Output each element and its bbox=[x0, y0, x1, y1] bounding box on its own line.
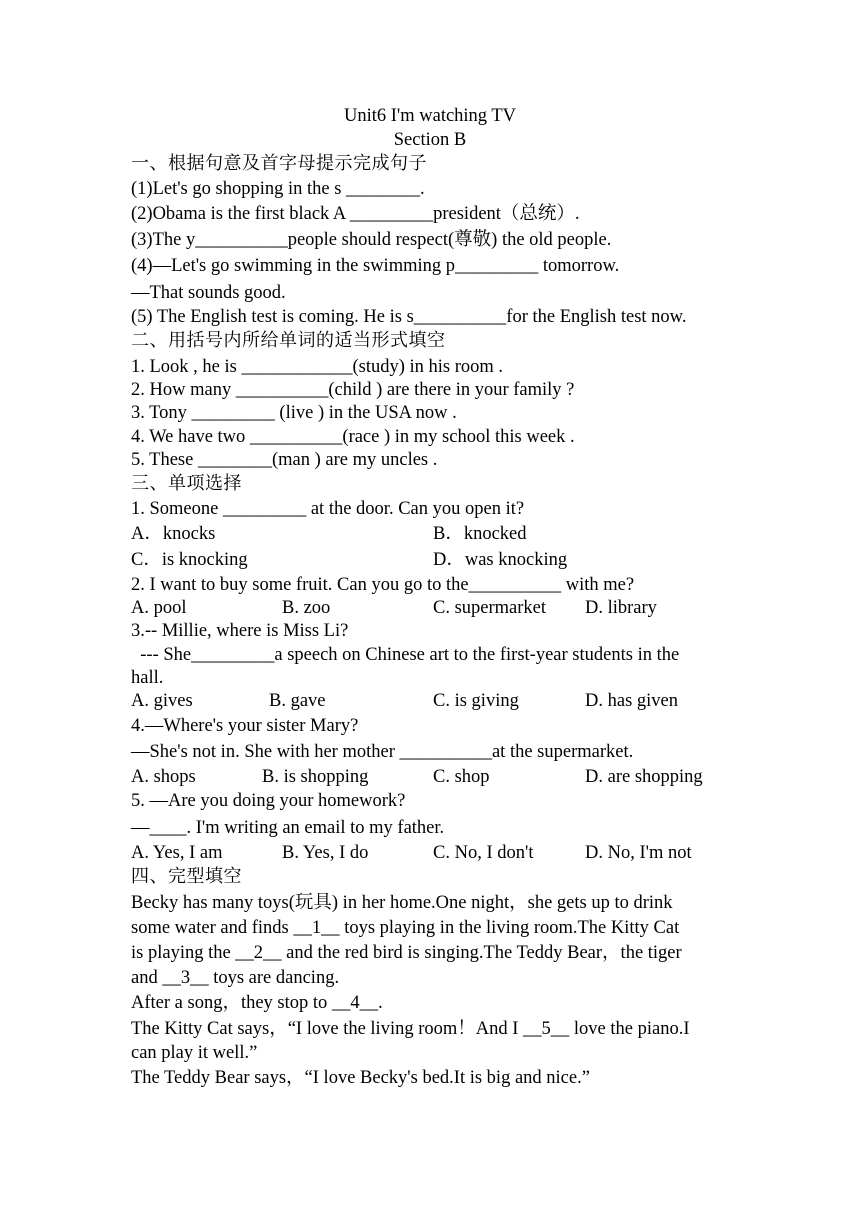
cloze-line-3: is playing the __2__ and the red bird is singing.The Teddy Bear，the tiger bbox=[131, 943, 682, 963]
section-heading-1: 一、根据句意及首字母提示完成句子 bbox=[131, 153, 427, 174]
section-heading-4: 四、完型填空 bbox=[131, 866, 242, 887]
fill-item-5: 5. These ________(man ) are my uncles . bbox=[131, 450, 438, 470]
mc-q4-option-a: A. shops bbox=[131, 767, 196, 787]
cloze-line-7: can play it well.” bbox=[131, 1043, 258, 1063]
sentence-4-reply: —That sounds good. bbox=[131, 283, 286, 303]
mc-question-5-line2: —____. I'm writing an email to my father. bbox=[131, 818, 445, 838]
cloze-line-2: some water and finds __1__ toys playing in the living room.The Kitty Cat bbox=[131, 918, 680, 938]
mc-question-4: 4.—Where's your sister Mary? bbox=[131, 716, 359, 736]
sentence-1: (1)Let's go shopping in the s ________. bbox=[131, 179, 425, 199]
sentence-4: (4)—Let's go swimming in the swimming p_________ tomorrow. bbox=[131, 256, 620, 276]
cloze-line-1: Becky has many toys(玩具) in her home.One night，she gets up to drink bbox=[131, 893, 673, 913]
mc-q1-option-c: C．is knocking bbox=[131, 550, 248, 570]
mc-q2-option-b: B. zoo bbox=[282, 598, 331, 618]
mc-question-3-line3: hall. bbox=[131, 668, 164, 688]
mc-q4-option-d: D. are shopping bbox=[585, 767, 703, 787]
mc-q5-option-b: B. Yes, I do bbox=[282, 843, 369, 863]
mc-q5-option-d: D. No, I'm not bbox=[585, 843, 692, 863]
mc-question-3-line2: --- She_________a speech on Chinese art to the first-year students in the bbox=[131, 645, 680, 665]
page-title: Unit6 I'm watching TV bbox=[343, 106, 517, 126]
mc-q3-option-a: A. gives bbox=[131, 691, 193, 711]
section-heading-3: 三、单项选择 bbox=[131, 473, 242, 494]
mc-q3-option-d: D. has given bbox=[585, 691, 678, 711]
mc-question-4-line2: —She's not in. She with her mother __________at the supermarket. bbox=[131, 742, 634, 762]
mc-q3-option-b: B. gave bbox=[269, 691, 326, 711]
cloze-line-6: The Kitty Cat says，“I love the living room！And I __5__ love the piano.I bbox=[131, 1019, 690, 1039]
mc-question-2: 2. I want to buy some fruit. Can you go to the__________ with me? bbox=[131, 575, 635, 595]
fill-item-2: 2. How many __________(child ) are there in your family ? bbox=[131, 380, 575, 400]
mc-question-5: 5. —Are you doing your homework? bbox=[131, 791, 406, 811]
mc-q2-option-c: C. supermarket bbox=[433, 598, 547, 618]
cloze-line-8: The Teddy Bear says，“I love Becky's bed.It is big and nice.” bbox=[131, 1068, 590, 1088]
section-heading-2: 二、用括号内所给单词的适当形式填空 bbox=[131, 330, 446, 351]
cloze-line-4: and __3__ toys are dancing. bbox=[131, 968, 340, 988]
mc-q1-option-d: D．was knocking bbox=[433, 550, 568, 570]
fill-item-4: 4. We have two __________(race ) in my school this week . bbox=[131, 427, 575, 447]
mc-q2-option-a: A. pool bbox=[131, 598, 187, 618]
mc-question-1: 1. Someone _________ at the door. Can you open it? bbox=[131, 499, 525, 519]
mc-q3-option-c: C. is giving bbox=[433, 691, 519, 711]
mc-q4-option-c: C. shop bbox=[433, 767, 490, 787]
page-subtitle: Section B bbox=[393, 130, 467, 150]
fill-item-3: 3. Tony _________ (live ) in the USA now . bbox=[131, 403, 457, 423]
sentence-5: (5) The English test is coming. He is s__________for the English test now. bbox=[131, 307, 687, 327]
fill-item-1: 1. Look , he is ____________(study) in his room . bbox=[131, 357, 504, 377]
mc-q1-option-b: B．knocked bbox=[433, 524, 527, 544]
sentence-3: (3)The y__________people should respect(尊敬) the old people. bbox=[131, 230, 612, 250]
mc-q5-option-a: A. Yes, I am bbox=[131, 843, 223, 863]
mc-q1-option-a: A．knocks bbox=[131, 524, 216, 544]
cloze-line-5: After a song，they stop to __4__. bbox=[131, 993, 383, 1013]
mc-q2-option-d: D. library bbox=[585, 598, 657, 618]
mc-question-3: 3.-- Millie, where is Miss Li? bbox=[131, 621, 349, 641]
sentence-2: (2)Obama is the first black A _________president（总统）. bbox=[131, 204, 580, 224]
mc-q4-option-b: B. is shopping bbox=[262, 767, 369, 787]
mc-q5-option-c: C. No, I don't bbox=[433, 843, 534, 863]
